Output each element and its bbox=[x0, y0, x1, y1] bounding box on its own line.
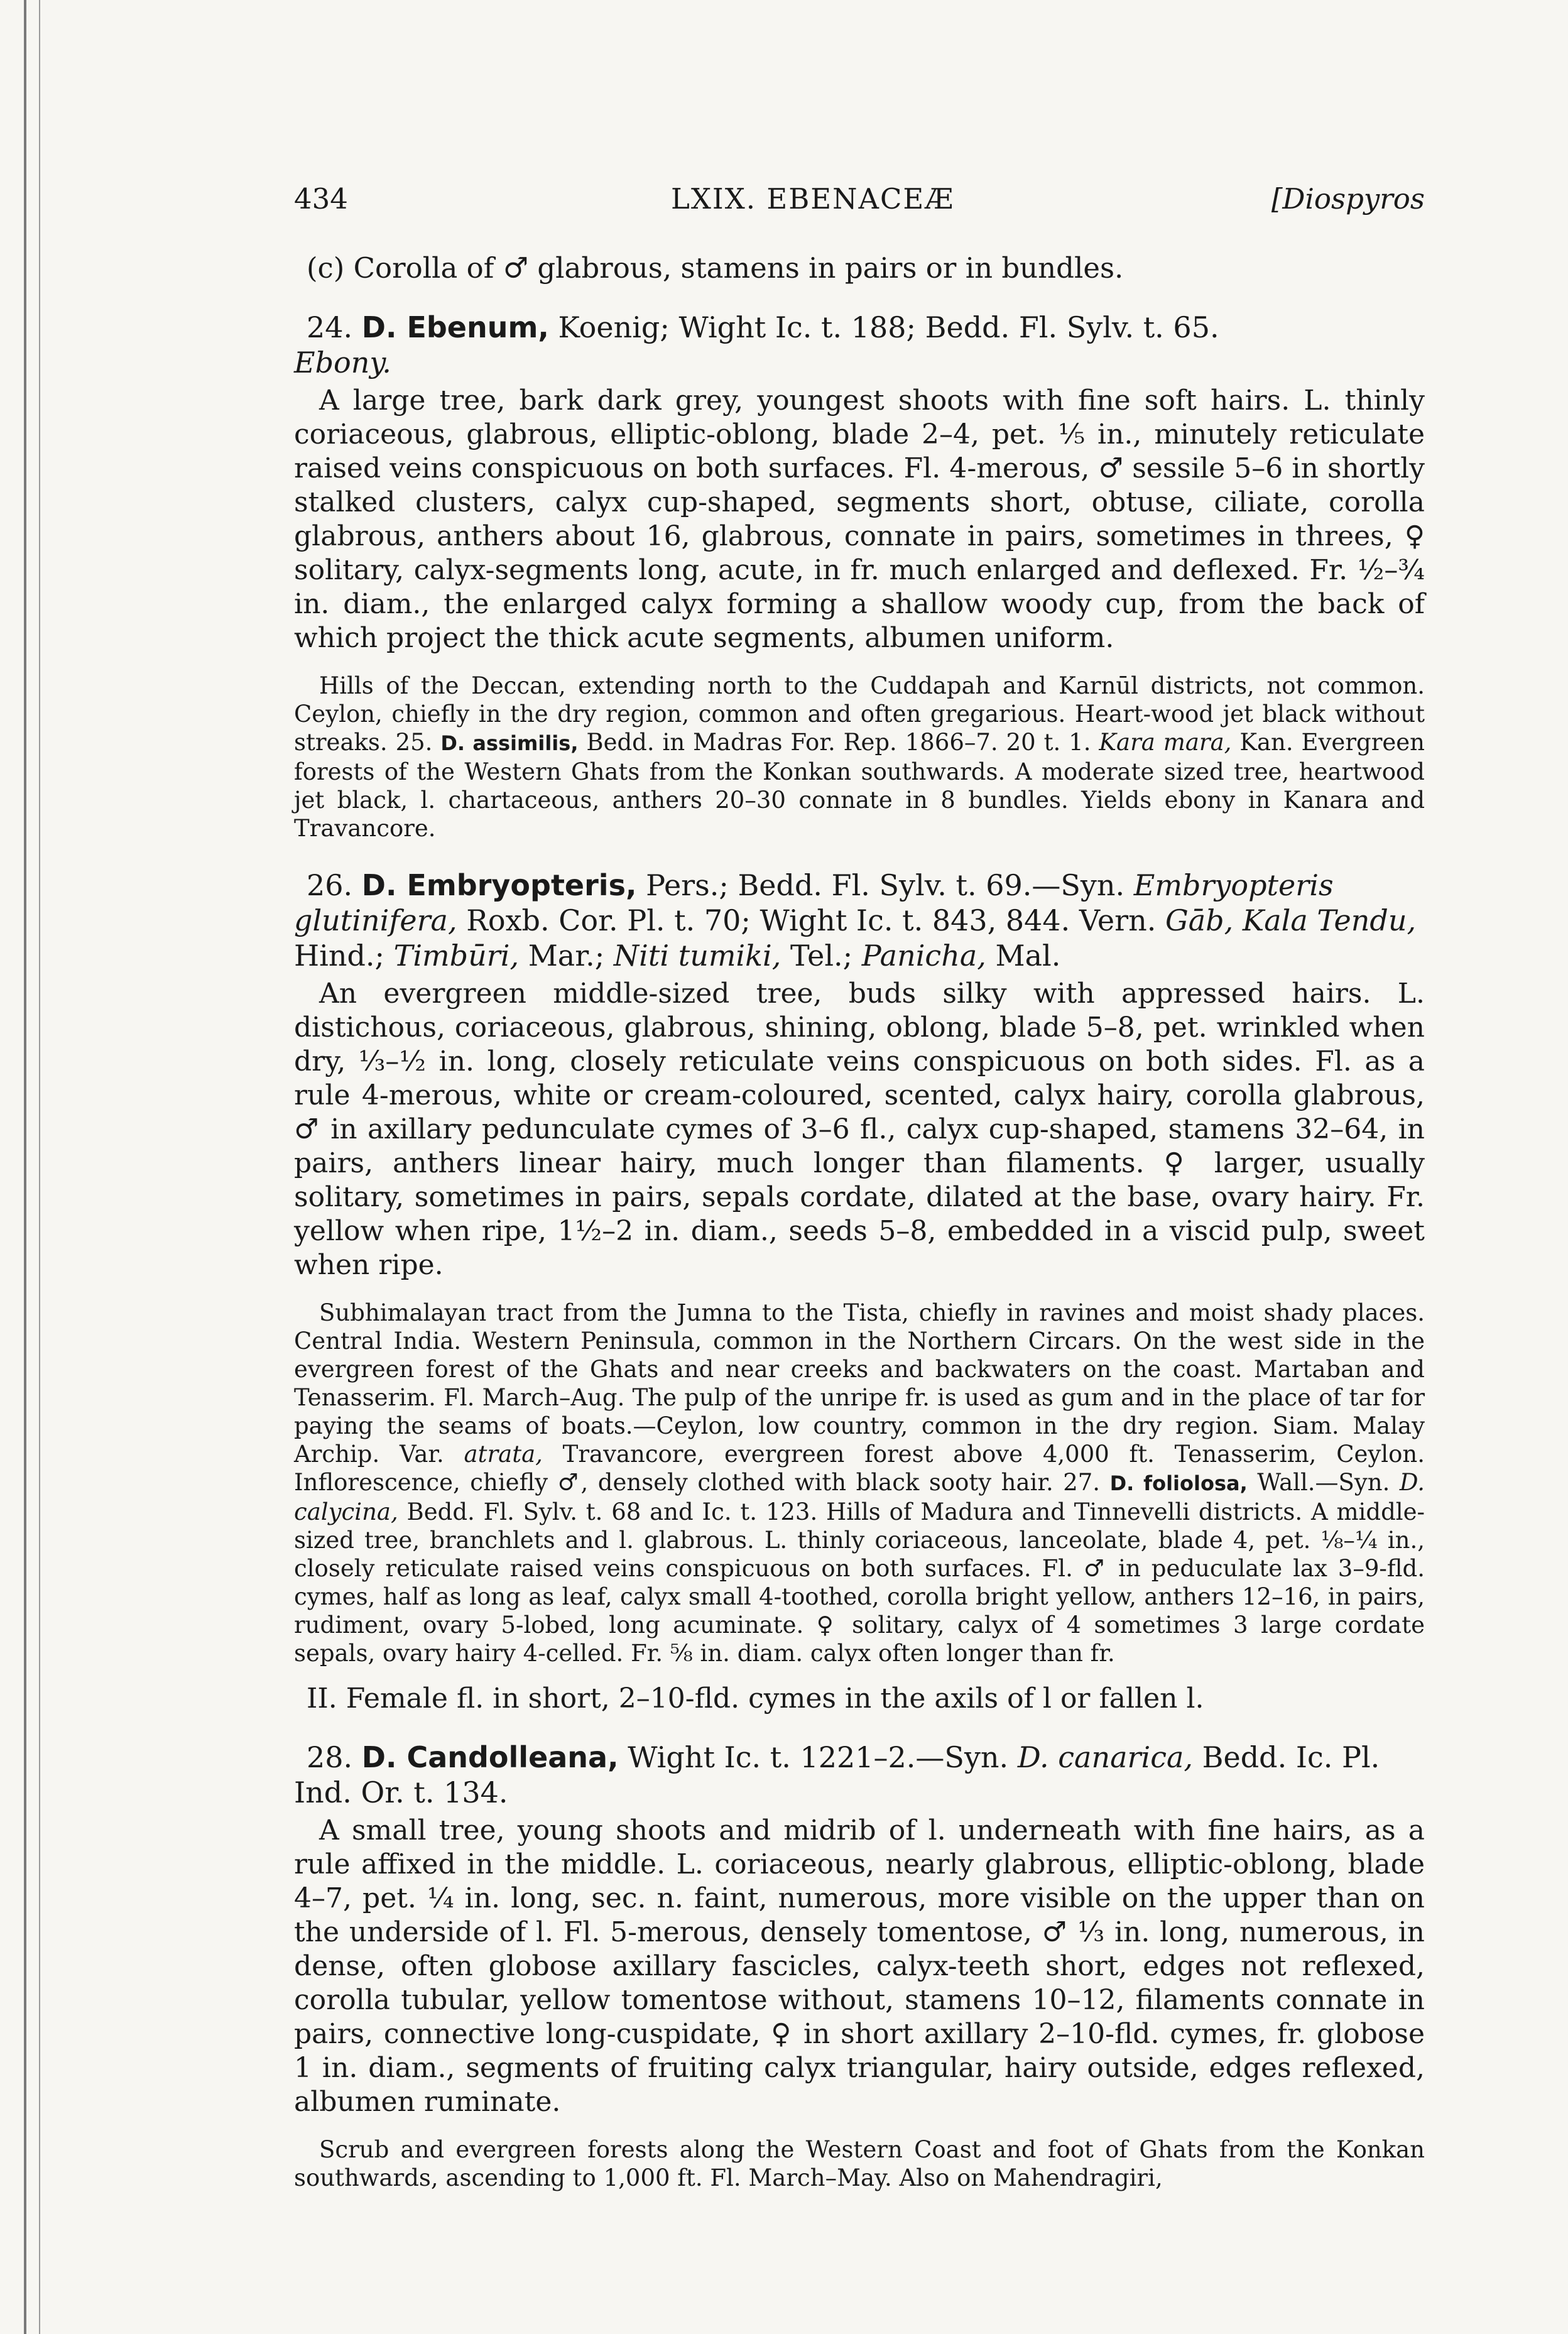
species-number: 24. bbox=[307, 310, 353, 344]
vernacular-language: Tel.; bbox=[790, 939, 853, 973]
vernacular-language: Mar.; bbox=[528, 939, 605, 973]
species-references: Wight Ic. t. 1221–2.—Syn. bbox=[628, 1740, 1009, 1774]
species-26-heading bbox=[294, 868, 1425, 973]
vernacular-language: Mal. bbox=[995, 939, 1061, 973]
binding-edge-line-inner bbox=[39, 0, 40, 2334]
species-number: 28. bbox=[307, 1740, 353, 1774]
species-28-description: A small tree, young shoots and midrib of l. underneath with fine hairs, as a rule affixed in the middle. L. coriaceous, nearly glabrous, elliptic-oblong, blade 4–7, pet. ¼ in. long, sec. n. faint, numerous, more visible on the upper than on the underside of l. Fl. 5-merous, densely tomentose, ♂ ⅓ in. long, numerous, in dense, often globose axillary fascicles, calyx-teeth short, edges not reflexed, corolla tubular, yellow tomentose without, stamens 10–12, filaments connate in pairs, connective long-cuspidate, ♀ in short axillary 2–10-fld. cymes, fr. globose 1 in. diam., segments of fruiting calyx triangular, hairy outside, edges reflexed, albumen ruminate. bbox=[294, 1814, 1425, 2118]
species-26-distribution bbox=[294, 1299, 1425, 1667]
synonym-name: Embryopteris glutinifera, bbox=[294, 868, 1334, 937]
distribution-text: Bedd. in Madras For. Rep. 1866–7. 20 t. 1. bbox=[586, 729, 1091, 756]
distribution-text: Wall.—Syn. bbox=[1257, 1469, 1390, 1496]
species-24-heading bbox=[294, 310, 1425, 380]
species-references: Pers.; Bedd. Fl. Sylv. t. 69.—Syn. bbox=[646, 868, 1125, 902]
vernacular-name: Niti tumiki, bbox=[613, 939, 781, 973]
genus-label: [Diospyros bbox=[1271, 182, 1425, 215]
distribution-text: Bedd. Fl. Sylv. t. 68 and Ic. t. 123. Hills of Madura and Tinnevelli districts. A middle-sized tree, branchlets and l. glabrous. L. thinly coriaceous, lanceolate, blade 4, pet. ⅛–¼ in., closely reticulate raised veins conspicuous on both surfaces. Fl. ♂ in peduculate lax 3–9-fld. cymes, half as long as leaf, calyx small 4-toothed, corolla bright yellow, anthers 12–16, in pairs, rudiment, ovary 5-lobed, long acuminate. ♀ solitary, calyx of 4 sometimes 3 large cordate sepals, ovary hairy 4-celled. Fr. ⅝ in. diam. calyx often longer than fr. bbox=[294, 1498, 1425, 1667]
subsection-heading: (c) Corolla of ♂ glabrous, stamens in pairs or in bundles. bbox=[307, 251, 1124, 285]
running-head bbox=[294, 182, 1425, 226]
species-26-description: An evergreen middle-sized tree, buds silky with appressed hairs. L. distichous, coriaceous, glabrous, shining, oblong, blade 5–8, pet. wrinkled when dry, ⅓–½ in. long, closely reticulate veins conspicuous on both sides. Fl. as a rule 4-merous, white or cream-coloured, scented, calyx hairy, corolla glabrous, ♂ in axillary pedunculate cymes of 3–6 fl., calyx cup-shaped, stamens 32–64, in pairs, anthers linear hairy, much longer than filaments. ♀ larger, usually solitary, sometimes in pairs, sepals cordate, dilated at the base, ovary hairy. Fr. yellow when ripe, 1½–2 in. diam., seeds 5–8, embedded in a viscid pulp, sweet when ripe. bbox=[294, 978, 1425, 1281]
species-name: D. Embryopteris, bbox=[361, 868, 637, 902]
vernacular-name: Gāb, Kala Tendu, bbox=[1165, 903, 1417, 937]
common-name: Ebony. bbox=[294, 346, 391, 379]
synonym-name: D. calycina, bbox=[294, 1469, 1425, 1525]
variety-name: atrata, bbox=[464, 1441, 543, 1468]
species-references: Koenig; Wight Ic. t. 188; Bedd. Fl. Sylv. t. 65. bbox=[558, 310, 1219, 344]
species-references: Roxb. Cor. Pl. t. 70; Wight Ic. t. 843, 844. Vern. bbox=[466, 903, 1157, 937]
vernacular-name: Kara mara, bbox=[1099, 729, 1232, 756]
species-28-distribution: Scrub and evergreen forests along the Western Coast and foot of Ghats from the Konkan southwards, ascending to 1,000 ft. Fl. March–May. Also on Mahendragiri, bbox=[294, 2136, 1425, 2191]
distribution-text: Subhimalayan tract from the Jumna to the Tista, chiefly in ravines and moist shady places. Central India. Western Peninsula, common in the Northern Circars. On the west side in the evergreen forest of the Ghats and near creeks and backwaters on the coast. Martaban and Tenasserim. Fl. March–Aug. The pulp of the unripe fr. is used as gum and in the place of tar for paying the seams of boats.—Ceylon, low country, common in the dry region. Siam. Malay Archip. Var. bbox=[294, 1299, 1425, 1468]
species-24-distribution bbox=[294, 672, 1425, 843]
vernacular-name: Timbūri, bbox=[393, 939, 520, 973]
vernacular-language: Hind.; bbox=[294, 939, 385, 973]
page-number: 434 bbox=[294, 182, 348, 215]
synonym-name: D. canarica, bbox=[1017, 1740, 1194, 1774]
section-ii-heading: II. Female fl. in short, 2–10-fld. cymes in the axils of l or fallen l. bbox=[307, 1682, 1204, 1715]
distribution-text: Kan. Evergreen forests of the Western Ghats from the Konkan southwards. A moderate sized tree, heartwood jet black, l. chartaceous, anthers 20–30 connate in 8 bundles. Yields ebony in Kanara and Travancore. bbox=[294, 729, 1425, 842]
family-title: LXIX. EBENACEÆ bbox=[671, 182, 955, 215]
species-24-description: A large tree, bark dark grey, youngest shoots with fine soft hairs. L. thinly coriaceous, glabrous, elliptic-oblong, blade 2–4, pet. ⅕ in., minutely reticulate raised veins conspicuous on both surfaces. Fl. 4-merous, ♂ sessile 5–6 in shortly stalked clusters, calyx cup-shaped, segments short, obtuse, ciliate, corolla glabrous, anthers about 16, glabrous, connate in pairs, sometimes in threes, ♀ solitary, calyx-segments long, acute, in fr. much enlarged and deflexed. Fr. ½–¾ in. diam., the enlarged calyx forming a shallow woody cup, from the back of which project the thick acute segments, albumen uniform. bbox=[294, 384, 1425, 654]
species-27-name: D. foliolosa, bbox=[1109, 1471, 1248, 1495]
species-references: Bedd. Ic. Pl. Ind. Or. t. 134. bbox=[294, 1740, 1380, 1809]
page-body bbox=[294, 182, 1425, 2192]
binding-edge-line bbox=[24, 0, 26, 2334]
distribution-text: Hills of the Deccan, extending north to the Cuddapah and Karnūl districts, not common. Ceylon, chiefly in the dry region, common and often gregarious. Heart-wood jet black without streaks. 25. bbox=[294, 672, 1425, 756]
vernacular-name: Panicha, bbox=[861, 939, 986, 973]
species-number: 26. bbox=[307, 868, 353, 902]
species-28-heading bbox=[294, 1740, 1425, 1810]
species-25-name: D. assimilis, bbox=[440, 731, 579, 755]
distribution-text: Travancore, evergreen forest above 4,000 ft. Tenasserim, Ceylon. Inflorescence, chiefly ♂, densely clothed with black sooty hair. 27. bbox=[294, 1441, 1425, 1496]
species-name: D. Candolleana, bbox=[361, 1740, 619, 1774]
species-name: D. Ebenum, bbox=[361, 310, 549, 344]
